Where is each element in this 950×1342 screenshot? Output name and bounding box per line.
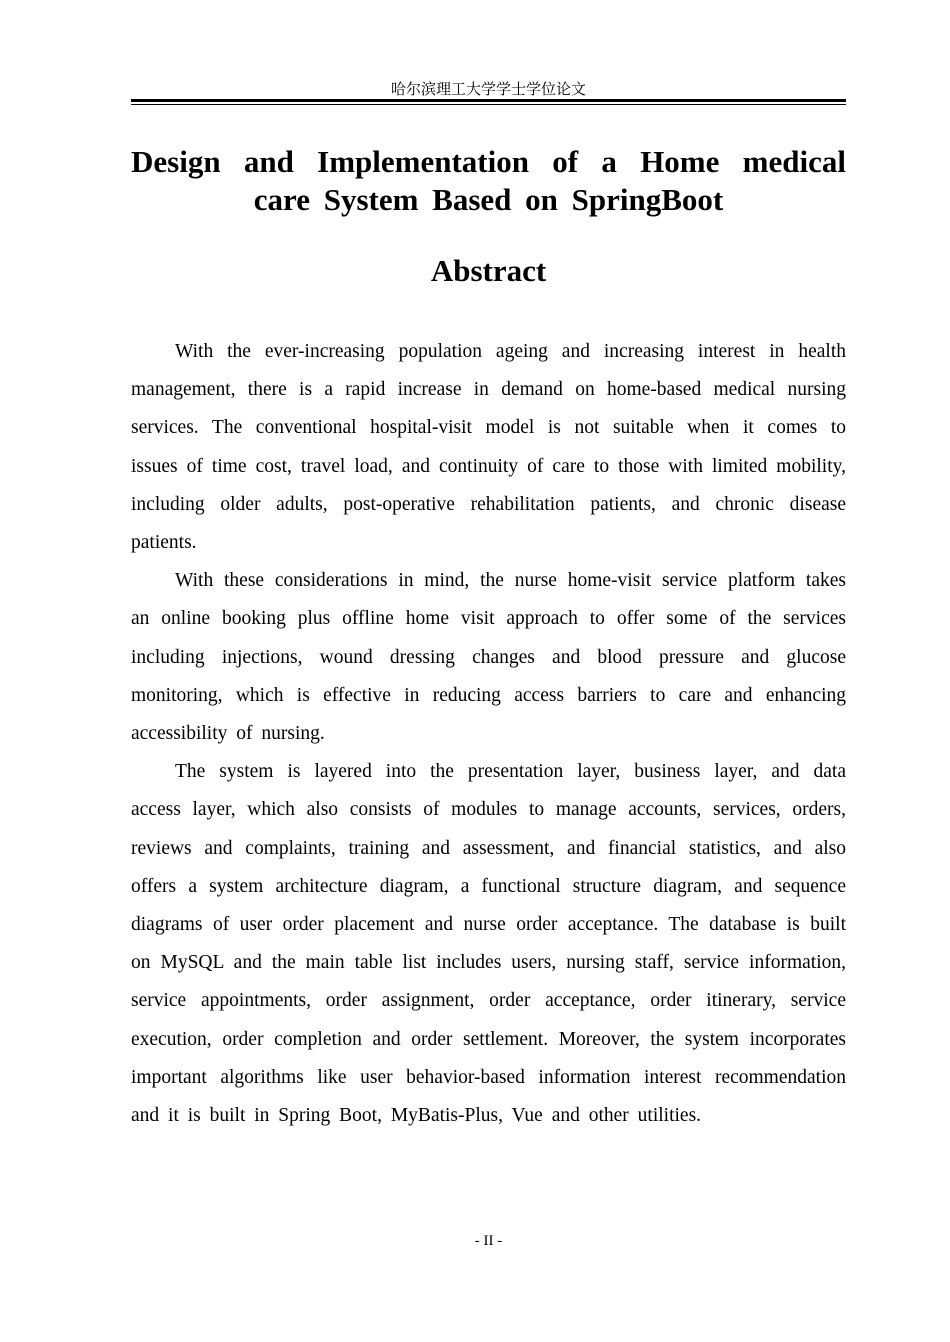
abstract-paragraph-2: With these considerations in mind, the nurse home-visit service platform takes an online booking plus offline home visit approach to offer some of the services including injections, wound dressing changes and blood pressure and glucose monitoring, which is effective in reducing access barriers to care and enhancing accessibility of nursing. (131, 570, 846, 745)
header-rule-thin-line (131, 104, 846, 105)
abstract-paragraph-3: The system is layered into the presentation layer, business layer, and data access layer, which also consists of modules to manage accounts, services, orders, reviews and complaints, training and assessment, and financial statistics, and also offers a system architecture diagram, a functional structure diagram, and sequence diagrams of user order placement and nurse order acceptance. The database is built on MySQL and the main table list includes users, nursing staff, service information, service appointments, order assignment, order acceptance, order itinerary, service execution, order completion and order settlement. Moreover, the system incorporates important algorithms like user behavior-based information interest recommendation and it is built in Spring Boot, MyBatis-Plus, Vue and other utilities. (131, 761, 846, 1127)
abstract-paragraph-1: With the ever-increasing population ageing and increasing interest in health management, there is a rapid increase in demand on home-based medical nursing services. The conventional hospital-visit model is not suitable when it comes to issues of time cost, travel load, and continuity of care to those with limited mobility, including older adults, post-operative rehabilitation patients, and chronic disease patients. (131, 341, 846, 554)
page-number: - II - (474, 1233, 503, 1249)
abstract-heading: Abstract (430, 253, 547, 288)
running-header: 哈尔滨理工大学学士学位论文 (390, 80, 586, 98)
header-rule (131, 99, 846, 105)
thesis-title: Design and Implementation of a Home medical care System Based on SpringBoot (131, 144, 846, 217)
header-rule-thick-line (131, 99, 846, 102)
abstract-body (131, 333, 846, 1135)
